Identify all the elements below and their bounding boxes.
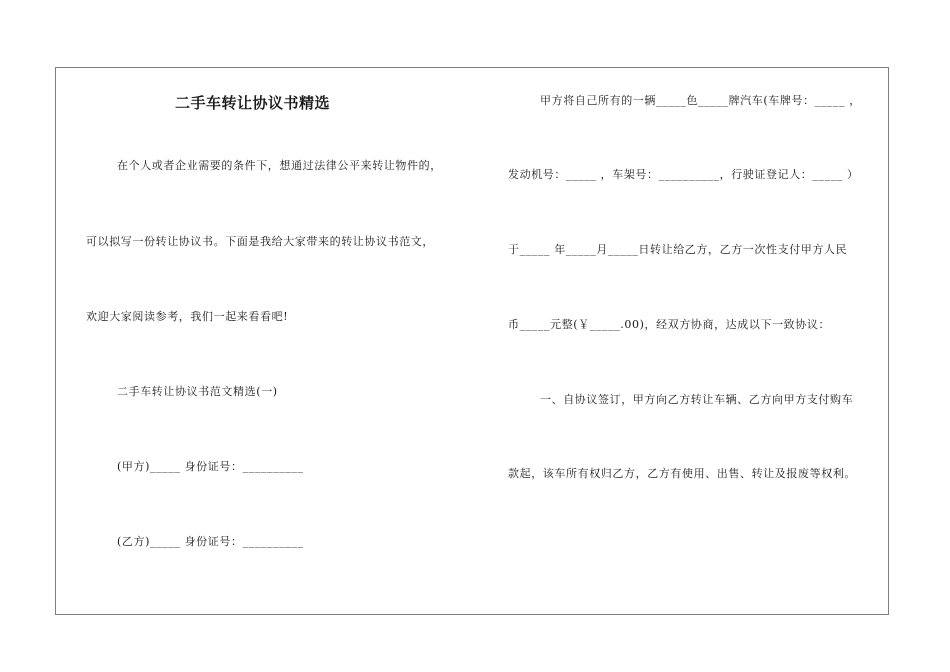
left-paragraph-line-2: 可以拟写一份转让协议书。下面是我给大家带来的转让协议书范文， <box>86 235 434 248</box>
left-paragraph-line-1: 在个人或者企业需要的条件下，想通过法律公平来转让物件的， <box>117 159 442 172</box>
party-a-line: (甲方)_____ 身份证号：__________ <box>117 460 304 473</box>
right-paragraph-line-5: 一、自协议签订，甲方向乙方转让车辆、乙方向甲方支付购车 <box>540 393 854 406</box>
right-paragraph-line-4: 币_____元整(￥_____.00)，经双方协商，达成以下一致协议： <box>508 318 831 331</box>
left-paragraph-line-3: 欢迎大家阅读参考，我们一起来看看吧! <box>86 310 289 323</box>
right-paragraph-line-3: 于_____ 年_____月_____日转让给乙方，乙方一次性支付甲方人民 <box>508 243 848 256</box>
document-title: 二手车转让协议书精选 <box>175 94 331 112</box>
right-paragraph-line-2: 发动机号：_____ ，车架号：__________，行驶证登记人：_____ ） <box>508 168 859 181</box>
right-paragraph-line-1: 甲方将自己所有的一辆_____色_____牌汽车(车牌号：_____ ， <box>540 94 861 107</box>
right-paragraph-line-6: 款起，该车所有权归乙方，乙方有使用、出售、转让及报废等权利。 <box>508 467 856 480</box>
document-page <box>55 67 889 615</box>
section-heading: 二手车转让协议书范文精选(一) <box>117 385 278 398</box>
party-b-line: (乙方)_____ 身份证号：__________ <box>117 535 304 548</box>
